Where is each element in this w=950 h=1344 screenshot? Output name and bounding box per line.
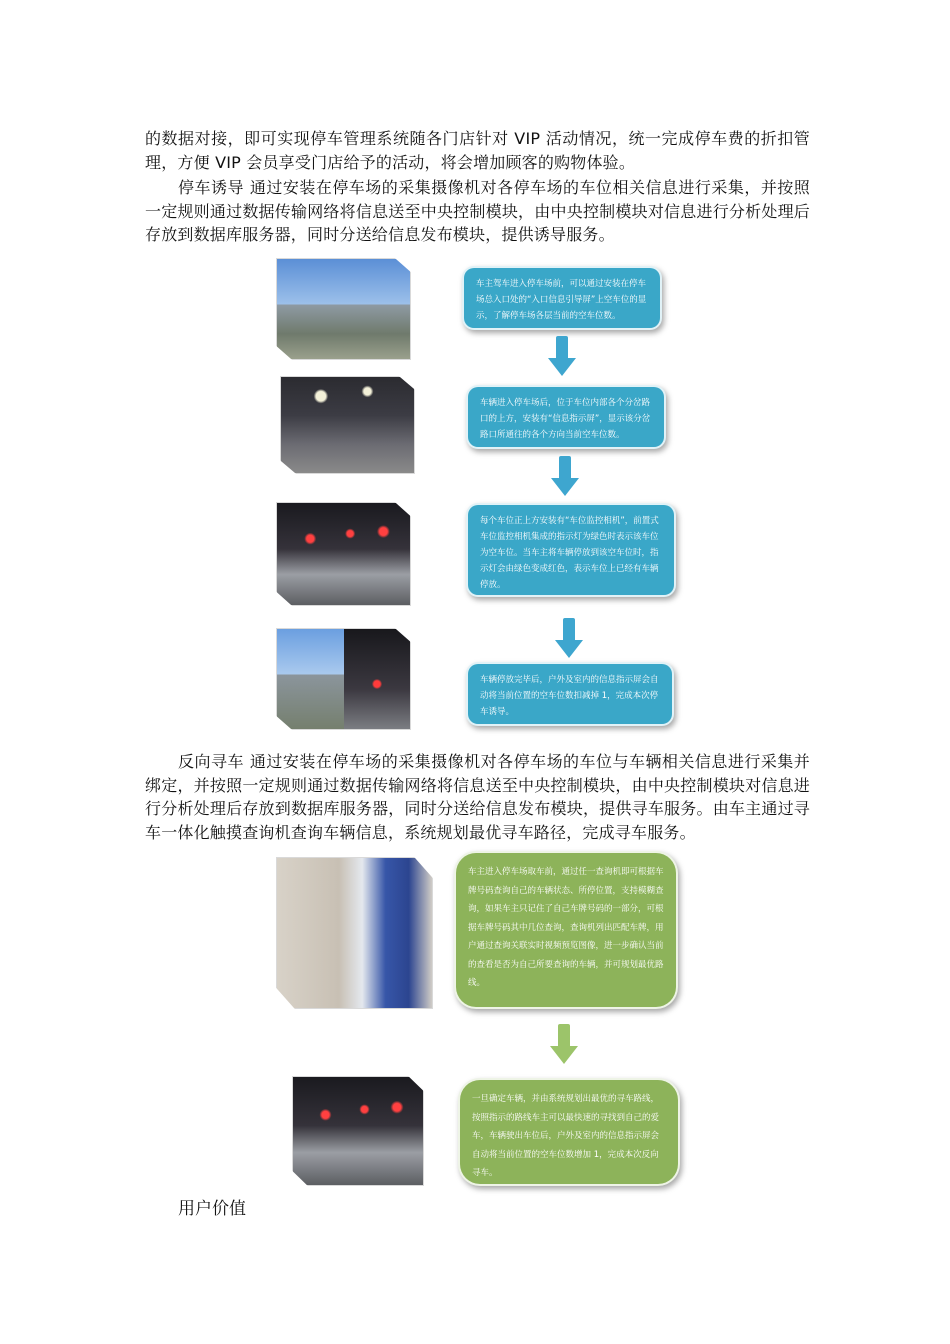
car-located-photo xyxy=(292,1076,424,1186)
reverse-search-body: 通过安装在停车场的采集摄像机对各停车场的车位与车辆相关信息进行采集并绑定，并按照一定规则通过数据传输网络将信息送至中央控制模块，由中央控制模块对信息进行分析处理后存放到数据库服务器，同时分送给信息发布模块，提供寻车服务。由车主通过寻车一体化触摸查询机查询车辆信息，系统规划最优寻车路径，完成寻车服务。 xyxy=(145,752,810,842)
space-camera-photo xyxy=(276,502,411,606)
guidance-step-2: 车辆进入停车场后，位于车位内部各个分岔路口的上方，安装有“信息指示屏”，显示该分岔路口所通往的各个方向当前空车位数。 xyxy=(466,385,666,449)
parking-guidance-lead: 停车诱导 xyxy=(178,178,244,197)
parking-entrance-photo xyxy=(276,258,411,360)
arrow-down-icon xyxy=(555,618,583,658)
arrow-down-icon xyxy=(550,1024,578,1064)
intro-paragraph: 的数据对接，即可实现停车管理系统随各门店针对 VIP 活动情况，统一完成停车费的折扣管理，方便 VIP 会员享受门店给予的活动，将会增加顾客的购物体验。 xyxy=(145,129,810,172)
guidance-step-3: 每个车位正上方安装有“车位监控相机”，前置式车位监控相机集成的指示灯为绿色时表示该车位为空车位。当车主将车辆停放到该空车位时，指示灯会由绿色变成红色，表示车位上已经有车辆停放。 xyxy=(466,503,676,597)
query-kiosk-photo xyxy=(276,857,433,1009)
arrow-down-icon xyxy=(548,336,576,376)
reverse-search-lead: 反向寻车 xyxy=(178,752,244,771)
parking-guidance-paragraph xyxy=(145,176,810,247)
reverse-search-paragraph xyxy=(145,750,810,844)
guidance-step-1: 车主驾车进入停车场前，可以通过安装在停车场总入口处的“入口信息引导屏”上空车位的显示，了解停车场各层当前的空车位数。 xyxy=(462,266,662,330)
arrow-down-icon xyxy=(551,456,579,496)
guidance-step-4: 车辆停放完毕后，户外及室内的信息指示屏会自动将当前位置的空车位数扣减掉 1，完成本次停车诱导。 xyxy=(466,662,674,726)
search-step-1: 车主进入停车场取车前，通过任一查询机即可根据车牌号码查询自己的车辆状态、所停位置，支持模糊查询，如果车主只记住了自己车牌号码的一部分，可根据车牌号码其中几位查询，查询机列出匹配车牌，用户通过查询关联实时视频预览图像，进一步确认当前的查看是否为自己所要查询的车辆，并可规划最优路线。 xyxy=(454,851,678,1009)
garage-sign-photo xyxy=(280,376,415,474)
parking-guidance-body: 通过安装在停车场的采集摄像机对各停车场的车位相关信息进行采集，并按照一定规则通过数据传输网络将信息送至中央控制模块，由中央控制模块对信息进行分析处理后存放到数据库服务器，同时分送给信息发布模块，提供诱导服务。 xyxy=(145,178,810,244)
display-update-photo xyxy=(276,628,411,730)
section-heading: 用户价值 xyxy=(178,1199,246,1219)
search-step-2: 一旦确定车辆，并由系统规划出最优的寻车路线，按照指示的路线车主可以最快速的寻找到自己的爱车，车辆驶出车位后，户外及室内的信息指示屏会自动将当前位置的空车位数增加 1，完成本次反向寻车。 xyxy=(458,1078,680,1186)
